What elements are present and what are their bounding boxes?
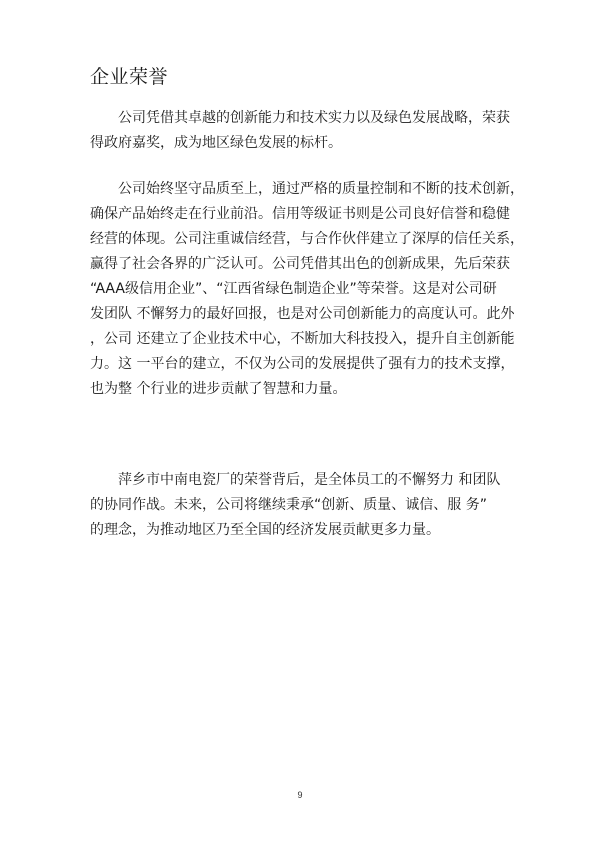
paragraph-line: 的协同作战。未来，公司将继续秉承“创新、质量、诚信、服 务” (90, 497, 487, 513)
paragraph-line: 公司始终坚守品质至上，通过严格的质量控制和不断的技术创新， (90, 181, 524, 197)
paragraph-line: 赢得了社会各界的广泛认可。公司凭借其出色的创新成果，先后荣获 (90, 256, 510, 272)
paragraph-line: 公司凭借其卓越的创新能力和技术实力以及绿色发展战略，荣获 (90, 110, 510, 126)
paragraph-line: 也为整 个行业的进步贡献了智慧和力量。 (90, 381, 347, 397)
paragraph-line: 经营的体现。公司注重诚信经营，与合作伙伴建立了深厚的信任关系， (90, 231, 524, 247)
paragraph-line: 萍乡市中南电瓷厂的荣誉背后，是全体员工的不懈努力 和团队 (90, 472, 501, 488)
paragraph-line: 发团队 不懈努力的最好回报，也是对公司创新能力的高度认可。此外 (90, 306, 515, 322)
paragraph-line: 的理念，为推动地区乃至全国的经济发展贡献更多力量。 (90, 522, 440, 538)
page-number: 9 (297, 790, 303, 800)
paragraph-1 (90, 106, 530, 156)
section-heading: 企业荣誉 (90, 66, 169, 88)
paragraph-line: “AAA级信用企业”、“江西省绿色制造企业”等荣誉。这是对公司研 (90, 281, 497, 297)
paragraph-line: ，公司 还建立了企业技术中心，不断加大科技投入，提升自主创新能 (90, 331, 515, 347)
paragraph-2 (90, 177, 530, 402)
paragraph-3 (90, 468, 530, 543)
paragraph-line: 得政府嘉奖，成为地区绿色发展的标杆。 (90, 135, 342, 151)
paragraph-line: 确保产品始终走在行业前沿。信用等级证书则是公司良好信誉和稳健 (90, 206, 510, 222)
paragraph-line: 力。这 一平台的建立，不仅为公司的发展提供了强有力的技术支撑， (90, 356, 515, 372)
